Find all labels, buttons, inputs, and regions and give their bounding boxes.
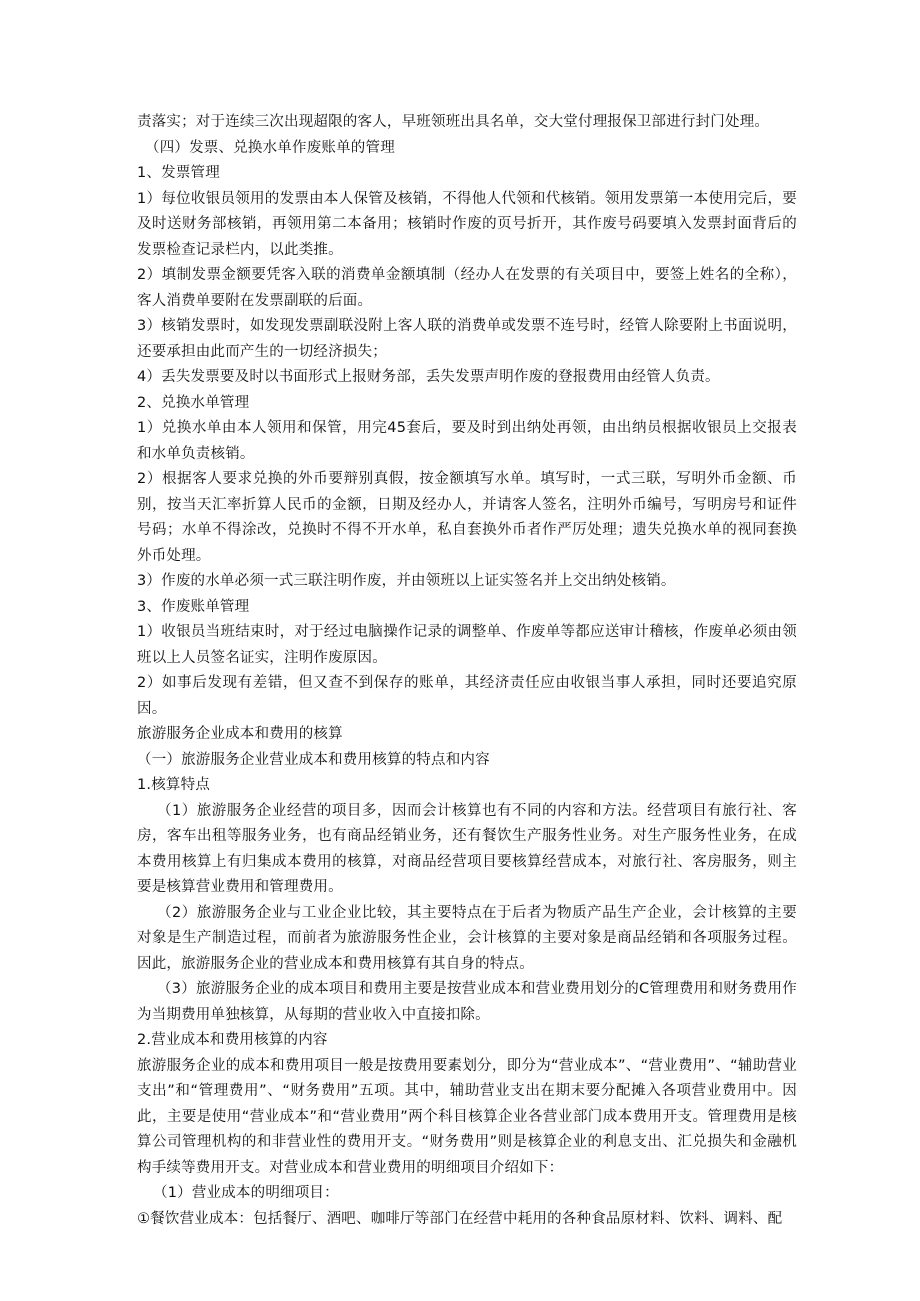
- cost-detail-heading: （1）营业成本的明细项目：: [153, 1185, 339, 1201]
- document-body: [137, 110, 797, 1232]
- section-title-cost-accounting: 旅游服务企业成本和费用的核算: [137, 726, 343, 742]
- exchange-item-3: 3）作废的水单必须一式三联注明作废，并由领班以上证实签名并上交出纳处核销。: [137, 573, 676, 589]
- paragraph-1: 责落实；对于连续三次出现超限的客人，早班领班出具名单，交大堂付理报保卫部进行封门处理。: [137, 114, 770, 130]
- section-heading-4: （四）发票、兑换水单作废账单的管理: [145, 139, 395, 156]
- section-heading-1: （一）旅游服务企业营业成本和费用核算的特点和内容: [137, 751, 490, 768]
- invoice-item-4: 4）丢失发票要及时以书面形式上报财务部，丢失发票声明作废的登报费用由经管人负责。: [137, 369, 720, 385]
- exchange-item-1: 1）兑换水单由本人领用和保管，用完45套后，要及时到出纳处再领，由出纳员根据收银员上交报表和水单负责核销。: [137, 420, 797, 462]
- invoice-item-3: 3）核销发票时，如发现发票副联没附上客人联的消费单或发票不连号时，经管人除要附上书面说明，还要承担由此而产生的一切经济损失；: [137, 318, 797, 360]
- subheading-exchange-voucher: 2、兑换水单管理: [137, 394, 250, 411]
- void-item-2: 2）如事后发现有差错，但又查不到保存的账单，其经济责任应由收银当事人承担，同时还要追究原因。: [137, 675, 797, 717]
- exchange-item-2: 2）根据客人要求兑换的外币要辩别真假，按金额填写水单。填写时，一式三联，写明外币金额、币别，按当天汇率折算人民币的金额，日期及经办人，并请客人签名，注明外币编号，写明房号和证件号码；水单不得涂改，兑换时不得不开水单，私自套换外币者作严厉处理；遗失兑换水单的视同套换外币处理。: [137, 471, 797, 564]
- subheading-accounting-features: 1.核算特点: [137, 777, 211, 793]
- catering-cost-paragraph: ①餐饮营业成本：包括餐厅、酒吧、咖啡厅等部门在经营中耗用的各种食品原材料、饮料、调料、配: [137, 1210, 783, 1227]
- feature-paragraph-3: （3）旅游服务企业的成本项目和费用主要是按营业成本和营业费用划分的C管理费用和财务费用作为当期费用单独核算，从每期的营业收入中直接扣除。: [137, 981, 797, 1023]
- invoice-item-1: 1）每位收银员领用的发票由本人保管及核销，不得他人代领和代核销。领用发票第一本使用完后，要及时送财务部核销，再领用第二本备用；核销时作废的页号折开，其作废号码要填入发票封面背后的发票检查记录栏内，以此类推。: [137, 190, 797, 258]
- feature-paragraph-1: （1）旅游服务企业经营的项目多，因而会计核算也有不同的内容和方法。经营项目有旅行社、客房，客车出租等服务业务，也有商品经销业务，还有餐饮生产服务性业务。对生产服务性业务，在成本费用核算上有归集成本费用的核算，对商品经营项目要核算经营成本，对旅行社、客房服务，则主要是核算营业费用和管理费用。: [137, 802, 797, 895]
- subheading-void-bill: 3、作废账单管理: [137, 598, 250, 615]
- void-item-1: 1）收银员当班结束时，对于经过电脑操作记录的调整单、作废单等都应送审计稽核，作废单必须由领班以上人员签名证实，注明作废原因。: [137, 624, 797, 666]
- cost-content-paragraph: 旅游服务企业的成本和费用项目一般是按费用要素划分，即分为“营业成本”、“营业费用”、“辅助营业支出”和“管理费用”、“财务费用”五项。其中，辅助营业支出在期末要分配摊入各项营业费用中。因此，主要是使用“营业成本”和“营业费用”两个科目核算企业各营业部门成本费用开支。管理费用是核算公司管理机构的和非营业性的费用开支。“财务费用”则是核算企业的利息支出、汇兑损失和金融机构手续等费用开支。对营业成本和营业费用的明细项目介绍如下：: [137, 1057, 797, 1176]
- invoice-item-2: 2）填制发票金额要凭客入联的消费单金额填制（经办人在发票的有关项目中，要签上姓名的全称），客人消费单要附在发票副联的后面。: [137, 267, 797, 309]
- feature-paragraph-2: （2）旅游服务企业与工业企业比较，其主要特点在于后者为物质产品生产企业，会计核算的主要对象是生产制造过程，而前者为旅游服务性企业，会计核算的主要对象是商品经销和各项服务过程。因此，旅游服务企业的营业成本和费用核算有其自身的特点。: [137, 904, 797, 972]
- subheading-cost-content: 2.营业成本和费用核算的内容: [137, 1032, 328, 1048]
- subheading-invoice-management: 1、发票管理: [137, 165, 220, 181]
